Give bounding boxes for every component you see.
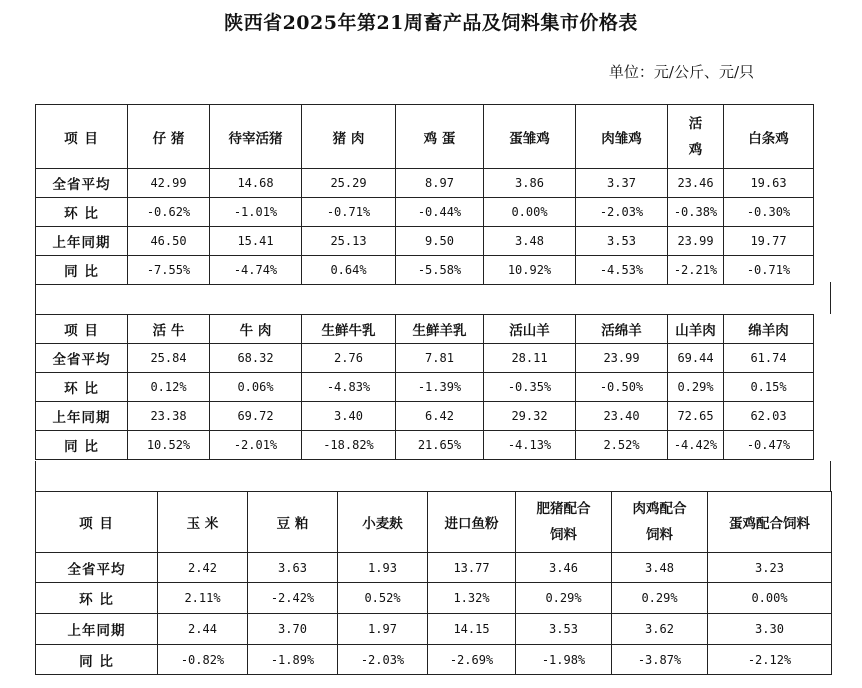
column-header: 肥猪配合饲料 — [516, 492, 612, 553]
table-cell: 7.81 — [396, 344, 484, 373]
table-cell: 3.23 — [708, 553, 832, 583]
table-cell: -2.42% — [248, 583, 338, 614]
row-label: 全省平均 — [36, 344, 128, 373]
table-cell: -4.13% — [484, 431, 576, 460]
column-header: 肉雏鸡 — [576, 105, 668, 169]
table-row — [36, 583, 832, 614]
table-cell: 0.06% — [210, 373, 302, 402]
table-cell: 9.50 — [396, 227, 484, 256]
row-label: 上年同期 — [36, 402, 128, 431]
table-cell: 3.46 — [516, 553, 612, 583]
table-cell: -1.89% — [248, 645, 338, 675]
table-cell: -18.82% — [302, 431, 396, 460]
table-cell: 1.97 — [338, 614, 428, 645]
row-label: 环 比 — [36, 583, 158, 614]
column-header: 待宰活猪 — [210, 105, 302, 169]
column-header: 山羊肉 — [668, 315, 724, 344]
table-cell: -0.71% — [724, 256, 814, 285]
table-cell: -0.82% — [158, 645, 248, 675]
table-cell: 21.65% — [396, 431, 484, 460]
table-cell: 2.44 — [158, 614, 248, 645]
table-cell: 15.41 — [210, 227, 302, 256]
table-cell: 28.11 — [484, 344, 576, 373]
table-cell: 0.00% — [708, 583, 832, 614]
column-header: 仔 猪 — [128, 105, 210, 169]
table-cell: 2.52% — [576, 431, 668, 460]
column-header: 生鲜羊乳 — [396, 315, 484, 344]
table-cell: 0.64% — [302, 256, 396, 285]
table-cell: -2.01% — [210, 431, 302, 460]
header-label: 项 目 — [36, 105, 128, 169]
table-cell: -2.03% — [338, 645, 428, 675]
table-cell: -0.71% — [302, 198, 396, 227]
table-cell: 2.11% — [158, 583, 248, 614]
table-cell: -4.83% — [302, 373, 396, 402]
column-header: 进口鱼粉 — [428, 492, 516, 553]
table-row — [36, 614, 832, 645]
table-cell: 19.77 — [724, 227, 814, 256]
table-cell: -0.50% — [576, 373, 668, 402]
table-cell: -3.87% — [612, 645, 708, 675]
row-label: 同 比 — [36, 645, 158, 675]
table-cell: 2.76 — [302, 344, 396, 373]
table-cell: 23.46 — [668, 169, 724, 198]
table-cell: -5.58% — [396, 256, 484, 285]
table-cell: 0.00% — [484, 198, 576, 227]
table-row — [36, 227, 814, 256]
column-header: 玉 米 — [158, 492, 248, 553]
table-cell: 25.29 — [302, 169, 396, 198]
table-cell: 1.93 — [338, 553, 428, 583]
column-header: 蛋鸡配合饲料 — [708, 492, 832, 553]
table-cell: -1.01% — [210, 198, 302, 227]
table-cell: -4.42% — [668, 431, 724, 460]
table-cell: 3.40 — [302, 402, 396, 431]
table-cell: -4.53% — [576, 256, 668, 285]
row-label: 全省平均 — [36, 169, 128, 198]
table-cell: 3.48 — [484, 227, 576, 256]
table-cell: 3.30 — [708, 614, 832, 645]
header-label: 项 目 — [36, 315, 128, 344]
table-cell: 23.38 — [128, 402, 210, 431]
row-label: 全省平均 — [36, 553, 158, 583]
table-cell: 3.86 — [484, 169, 576, 198]
table-cell: 14.68 — [210, 169, 302, 198]
column-header: 活绵羊 — [576, 315, 668, 344]
table-cell: 72.65 — [668, 402, 724, 431]
column-header: 白条鸡 — [724, 105, 814, 169]
table-row — [36, 645, 832, 675]
table-cell: 6.42 — [396, 402, 484, 431]
table-cell: 2.42 — [158, 553, 248, 583]
table-cell: -1.39% — [396, 373, 484, 402]
table-cell: 3.53 — [516, 614, 612, 645]
column-header: 活 鸡 — [668, 105, 724, 169]
table-cell: 14.15 — [428, 614, 516, 645]
column-header: 小麦麸 — [338, 492, 428, 553]
table-cell: -7.55% — [128, 256, 210, 285]
table-row — [36, 553, 832, 583]
table-row — [36, 402, 814, 431]
table-cell: 0.52% — [338, 583, 428, 614]
table-cell: 62.03 — [724, 402, 814, 431]
table-cell: -2.03% — [576, 198, 668, 227]
column-header: 绵羊肉 — [724, 315, 814, 344]
table-spacer — [35, 461, 831, 491]
table-cell: 42.99 — [128, 169, 210, 198]
column-header: 肉鸡配合饲料 — [612, 492, 708, 553]
row-label: 上年同期 — [36, 614, 158, 645]
table-cell: 19.63 — [724, 169, 814, 198]
row-label: 上年同期 — [36, 227, 128, 256]
column-header: 鸡 蛋 — [396, 105, 484, 169]
table-cell: 29.32 — [484, 402, 576, 431]
feed-price-table — [35, 491, 832, 675]
unit-label: 单位：元/公斤、元/只 — [608, 63, 754, 81]
table-row — [36, 256, 814, 285]
header-label: 项 目 — [36, 492, 158, 553]
column-header: 活山羊 — [484, 315, 576, 344]
table-cell: 3.37 — [576, 169, 668, 198]
table-cell: 25.13 — [302, 227, 396, 256]
table-cell: 0.29% — [516, 583, 612, 614]
table-cell: 61.74 — [724, 344, 814, 373]
table-cell: 0.15% — [724, 373, 814, 402]
table-cell: 3.63 — [248, 553, 338, 583]
table-cell: 13.77 — [428, 553, 516, 583]
table-cell: 46.50 — [128, 227, 210, 256]
table-cell: 3.48 — [612, 553, 708, 583]
table-cell: 3.62 — [612, 614, 708, 645]
table-cell: 23.99 — [576, 344, 668, 373]
table-row — [36, 198, 814, 227]
column-header: 蛋雏鸡 — [484, 105, 576, 169]
column-header: 生鲜牛乳 — [302, 315, 396, 344]
table-cell: 69.44 — [668, 344, 724, 373]
table-cell: -0.62% — [128, 198, 210, 227]
table-cell: 3.53 — [576, 227, 668, 256]
row-label: 同 比 — [36, 256, 128, 285]
table-cell: 1.32% — [428, 583, 516, 614]
table-cell: 25.84 — [128, 344, 210, 373]
table-cell: -0.38% — [668, 198, 724, 227]
table-row — [36, 344, 814, 373]
table-cell: 23.99 — [668, 227, 724, 256]
table-row — [36, 373, 814, 402]
page-title: 陕西省2025年第21周畜产品及饲料集市价格表 — [224, 12, 638, 34]
livestock-price-table-2 — [35, 314, 814, 460]
table-cell: -2.12% — [708, 645, 832, 675]
table-cell: 10.92% — [484, 256, 576, 285]
column-header: 猪 肉 — [302, 105, 396, 169]
table-cell: 68.32 — [210, 344, 302, 373]
table-cell: -0.35% — [484, 373, 576, 402]
table-cell: 23.40 — [576, 402, 668, 431]
table-cell: 0.29% — [612, 583, 708, 614]
column-header: 牛 肉 — [210, 315, 302, 344]
row-label: 同 比 — [36, 431, 128, 460]
table-row — [36, 169, 814, 198]
table-cell: -2.69% — [428, 645, 516, 675]
livestock-price-table — [35, 104, 814, 285]
table-cell: 0.12% — [128, 373, 210, 402]
table-cell: 3.70 — [248, 614, 338, 645]
table-spacer — [35, 282, 831, 314]
table-cell: 8.97 — [396, 169, 484, 198]
table-cell: 69.72 — [210, 402, 302, 431]
table-cell: -0.47% — [724, 431, 814, 460]
table-cell: -1.98% — [516, 645, 612, 675]
table-cell: 0.29% — [668, 373, 724, 402]
column-header: 豆 粕 — [248, 492, 338, 553]
table-cell: -4.74% — [210, 256, 302, 285]
row-label: 环 比 — [36, 198, 128, 227]
table-cell: -0.44% — [396, 198, 484, 227]
table-cell: 10.52% — [128, 431, 210, 460]
row-label: 环 比 — [36, 373, 128, 402]
column-header: 活 牛 — [128, 315, 210, 344]
table-cell: -2.21% — [668, 256, 724, 285]
table-row — [36, 431, 814, 460]
table-cell: -0.30% — [724, 198, 814, 227]
